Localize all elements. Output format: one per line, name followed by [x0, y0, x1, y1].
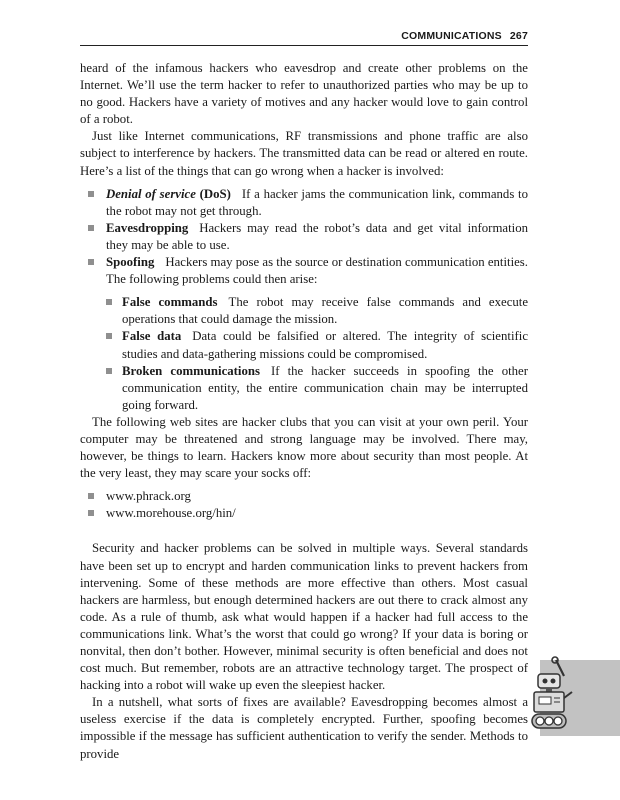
- spoofing-problem-list: [106, 294, 528, 414]
- description-broken-communications: If the hacker succeeds in spoofing the other communication entity, the entire communication chain may be interrupted going forward.: [122, 363, 528, 412]
- term-broken-communications: Broken communications: [122, 363, 260, 378]
- paragraph-2: Just like Internet communications, RF transmissions and phone traffic are also subject to interference by hackers. The transmitted data can be read or altered en route. Here’s a list of the things that can go wrong when a hacker is involved:: [80, 129, 528, 178]
- paragraph-5: In a nutshell, what sorts of fixes are available? Eavesdropping becomes almost a useless exercise if the data is completely encrypted. Further, spoofing becomes impossible if the message has sufficient authentication to verify the sender. Methods to provide: [80, 695, 528, 761]
- running-header: [80, 31, 528, 46]
- section-title: COMMUNICATIONS: [401, 30, 502, 42]
- site-item-phrack: www.phrack.org: [80, 488, 528, 505]
- threat-list: [80, 186, 528, 414]
- description-false-data: Data could be falsified or altered. The integrity of scientific studies and data-gathering missions could be compromised.: [122, 329, 528, 361]
- term-dos: Denial of service (DoS): [106, 186, 231, 201]
- description-spoofing: Hackers may pose as the source or destination communication entities. The following problems could then arise:: [106, 255, 528, 287]
- term-eavesdropping: Eavesdropping: [106, 220, 189, 235]
- list-item-eavesdropping: [80, 220, 528, 254]
- term-false-commands: False commands: [122, 295, 218, 310]
- term-false-data: False data: [122, 329, 182, 344]
- robot-icon: [530, 656, 574, 734]
- site-item-morehouse: www.morehouse.org/hin/: [80, 505, 528, 522]
- paragraph-3: The following web sites are hacker clubs that you can visit at your own peril. Your computer may be threatened and strong language may be involved. There may, however, be things to learn. Hackers know more about security than most people. At the very least, they may scare your socks off:: [80, 414, 528, 481]
- description-eavesdropping: Hackers may read the robot’s data and get vital information they may be able to use.: [106, 220, 528, 252]
- list-item-spoofing: [80, 254, 528, 414]
- term-spoofing: Spoofing: [106, 255, 155, 270]
- list-item-broken-communications: [106, 363, 528, 414]
- description-false-commands: The robot may receive false commands and execute operations that could damage the mission.: [122, 295, 529, 327]
- paragraph-1: heard of the infamous hackers who eavesdrop and create other problems on the Internet. We’ll use the term hacker to refer to unauthorized parties who may be up to no good. Hackers have a variety of motives and any hacker would love to gain control of a robot.: [80, 61, 528, 127]
- list-item-false-commands: [106, 294, 528, 328]
- list-item-dos: [80, 186, 528, 220]
- site-list: [80, 488, 528, 522]
- description-dos: If a hacker jams the communication link, commands to the robot may not get through.: [106, 186, 528, 218]
- list-item-false-data: [106, 328, 528, 362]
- paragraph-4: Security and hacker problems can be solved in multiple ways. Several standards have been set up to encrypt and harden communication links to prevent hackers from intervening. Some of these methods are more effective than others. Most casual hackers are harmless, but enough determined hackers are out there to crack almost any code. As a rule of thumb, ask what would happen if a hacker had full access to the communications link. What’s the worst that could go wrong? If your data is boring or nonvital, then don’t bother. However, minimal security is often beneficial and does not cost much. But remember, robots are an attractive technology target. The prospect of hacking into a robot will wake up even the sleepiest hacker.: [80, 541, 528, 693]
- page-body: [80, 60, 528, 763]
- header-text: [401, 30, 528, 42]
- page-number: 267: [509, 30, 528, 42]
